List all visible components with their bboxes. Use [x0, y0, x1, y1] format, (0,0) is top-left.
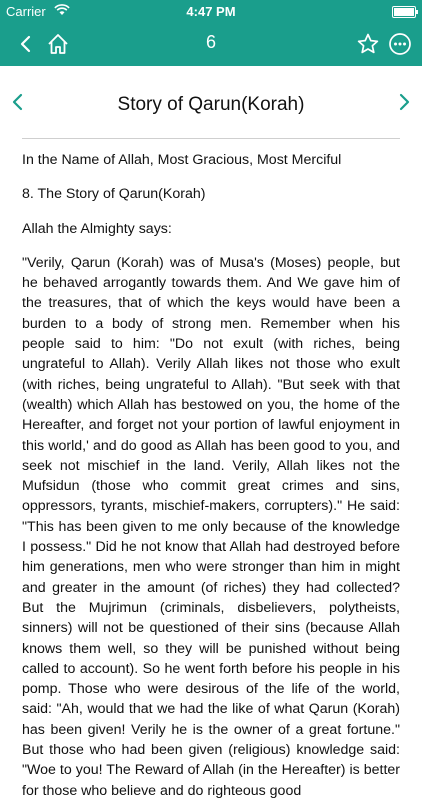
prev-chevron-icon[interactable] [8, 90, 28, 114]
battery-level [394, 8, 414, 16]
article-content [22, 150, 400, 799]
more-icon[interactable] [388, 32, 412, 56]
battery-icon [392, 6, 416, 18]
divider [22, 138, 400, 139]
star-icon[interactable] [356, 32, 380, 56]
body-text: "Verily, Qarun (Korah) was of Musa's (Moses) people, but he behaved arrogantly towards them. And We gave him of the treasures, that of which the keys would have been a burden to a body of strong men. Remember when his people said to him: "Do not exult (with riches, being ungrateful to Allah). Verily Allah likes not those who exult (with riches, being ungrateful to Allah). "But seek with that (wealth) which Allah has bestowed on you, the home of the Hereafter, and forget not your portion of lawful enjoyment in this world,' and do good as Allah has been good to you, and seek not mischief in the land. Verily, Allah likes not the Mufsidun (those who commit great crimes and sins, oppressors, tyrants, mischief-makers, corrupters)." He said: "This has been given to me only because of the knowledge I possess." Did he not know that Allah had destroyed before him generations, men who were stronger than him in might and greater in the amount (of riches) they had collected? But the Mujrimun (criminals, disbelievers, polytheists, sinners) will not be questioned of their sins (because Allah knows them well, so they will be punished without being called to account). So he went forth before his people in his pomp. Those who were desirous of the life of the world, said: "Ah, would that we had the like of what Qarun (Korah) has been given! Verily he is the owner of a great fortune." But those who had been given (religious) knowledge said: "Woe to you! The Reward of Allah (in the Hereafter) is better for those who believe and do righteous good [22, 254, 400, 799]
bismillah-text: In the Name of Allah, Most Gracious, Most Merciful [22, 152, 342, 168]
carrier-label: Carrier [6, 4, 46, 19]
nav-title: 6 [205, 32, 216, 52]
nav-bar [0, 22, 422, 66]
next-chevron-icon[interactable] [394, 90, 414, 114]
section-title: 8. The Story of Qarun(Korah) [22, 186, 206, 203]
page-title: Story of Qarun(Korah) [117, 94, 305, 115]
intro-text: Allah the Almighty says: [22, 220, 172, 237]
status-time: 4:47 PM [186, 4, 236, 19]
chapter-header [0, 80, 422, 130]
status-bar [0, 0, 422, 22]
